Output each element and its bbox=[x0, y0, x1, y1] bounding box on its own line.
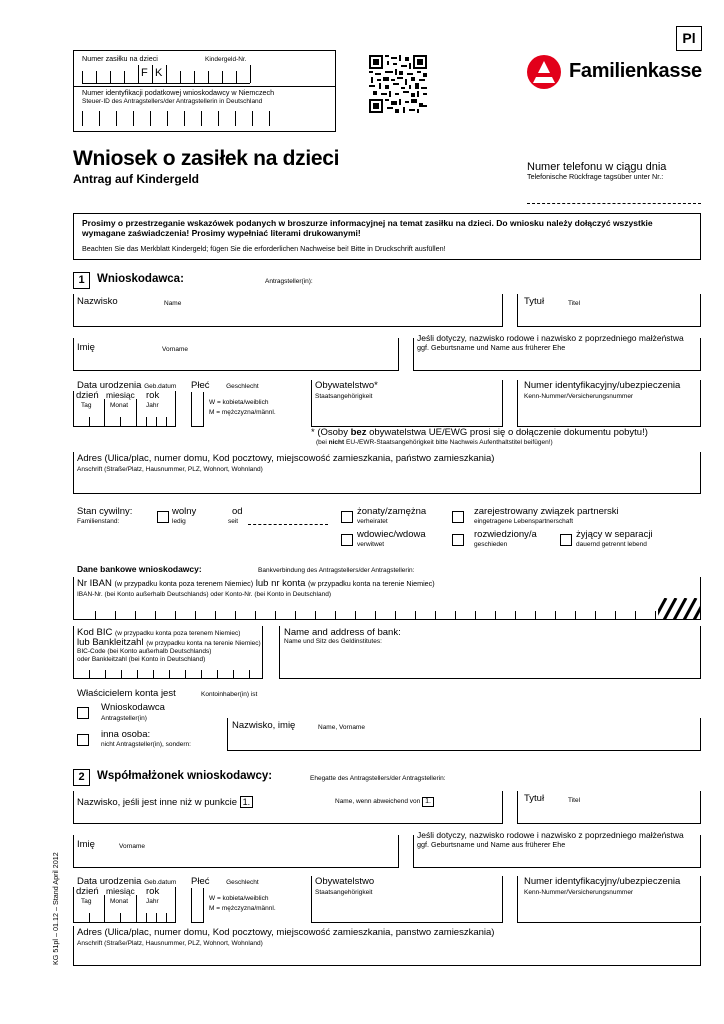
spouse-dob-day-label: dzień bbox=[76, 886, 99, 897]
civil-status-label-de: Familienstand: bbox=[77, 518, 120, 525]
sex-m-label: M = mężczyzna/männl. bbox=[209, 409, 276, 416]
arbeitsagentur-logo-icon bbox=[526, 55, 562, 89]
owner-name-label: Nazwisko, imię bbox=[232, 720, 296, 731]
dob-month-label-de: Monat bbox=[110, 402, 129, 409]
address-label: Adres (Ulica/plac, numer domu, Kod pocztowy, miejscowość zamieszkania, państwo zamieszkania) bbox=[77, 453, 495, 464]
civil-married-label: żonaty/zamężna bbox=[357, 506, 427, 517]
spouse-nationality-field[interactable] bbox=[311, 876, 503, 923]
owner-other-label-de: nicht Antragsteller(in), sondern: bbox=[101, 741, 191, 748]
dob-year-label-de: Jahr bbox=[146, 402, 159, 409]
spouse-titel-label: Tytuł bbox=[524, 793, 545, 804]
nationality-label-de: Staatsangehörigkeit bbox=[315, 393, 373, 400]
id-number-label: Numer identyfikacyjny/ubezpieczenia bbox=[524, 380, 681, 391]
iban-ticks bbox=[73, 611, 701, 620]
civil-partnership-label-de: eingetragene Lebenspartnerschaft bbox=[474, 518, 574, 525]
kg-number-field[interactable] bbox=[82, 65, 250, 83]
bic-label-de-2: oder Bankleitzahl (bei Konto in Deutschland) bbox=[77, 656, 206, 663]
owner-name-field[interactable] bbox=[227, 718, 701, 751]
footnote-residence: * (Osoby bez obywatelstwa UE/EWG prosi się o dołączenie dokumentu pobytu!) bbox=[311, 427, 648, 438]
account-owner-label-de: Kontoinhaber(in) ist bbox=[201, 691, 258, 698]
spouse-first-name-label: Imię bbox=[77, 839, 95, 850]
spouse-sex-label: Płeć Geschlecht bbox=[191, 876, 259, 887]
civil-separated-label-de: dauernd getrennt lebend bbox=[576, 541, 647, 548]
spouse-address-label-de: Anschrift (Straße/Platz, Hausnummer, PLZ, Wohnort, Wohnland) bbox=[77, 940, 263, 947]
civil-married-checkbox[interactable] bbox=[341, 511, 353, 523]
bank-name-label: Name and address of bank: bbox=[284, 627, 401, 638]
dob-label: Data urodzenia Geb.datum bbox=[77, 380, 177, 391]
spouse-dob-year-label-de: Jahr bbox=[146, 898, 159, 905]
account-owner-label: Właścicielem konta jest bbox=[77, 688, 176, 699]
logo-text: Familienkasse bbox=[569, 60, 702, 82]
owner-applicant-checkbox[interactable] bbox=[77, 707, 89, 719]
spouse-dob-month-label-de: Monat bbox=[110, 898, 129, 905]
dob-day-label-de: Tag bbox=[81, 402, 92, 409]
bic-label-de: BIC-Code (bei Konto außerhalb Deutschlands) bbox=[77, 648, 212, 655]
spouse-nationality-label-de: Staatsangehörigkeit bbox=[315, 889, 373, 896]
spouse-id-number-field[interactable] bbox=[517, 876, 701, 923]
civil-partnership-checkbox[interactable] bbox=[452, 511, 464, 523]
civil-widowed-checkbox[interactable] bbox=[341, 534, 353, 546]
iban-label: Nr IBAN (w przypadku konta poza terenem Niemiec) lub nr konta (w przypadku konta na terenie Niemiec) bbox=[77, 578, 435, 589]
kg-f-letter: F bbox=[141, 67, 148, 79]
spouse-id-number-label-de: Kenn-Nummer/Versicherungsnummer bbox=[524, 889, 634, 896]
kg-number-label: Numer zasiłku na dzieci bbox=[82, 54, 158, 63]
first-name-label: Imię bbox=[77, 342, 95, 353]
form-code: KG 51pl – 01.12 – Stand April 2012 bbox=[51, 852, 60, 965]
section-1-title: Wnioskodawca: bbox=[97, 273, 184, 285]
spouse-dob-day-label-de: Tag bbox=[81, 898, 92, 905]
tax-id-label: Numer identyfikacji podatkowej wnioskodawcy w Niemczech bbox=[82, 88, 275, 97]
sex-field[interactable] bbox=[191, 392, 204, 427]
tax-id-field[interactable] bbox=[82, 107, 290, 126]
owner-other-checkbox[interactable] bbox=[77, 734, 89, 746]
spouse-titel-field[interactable] bbox=[517, 791, 701, 824]
civil-single-label: wolny bbox=[172, 506, 197, 517]
section-2-number: 2 bbox=[73, 769, 90, 786]
civil-divorced-label: rozwiedziony/a bbox=[474, 529, 537, 540]
owner-applicant-label-de: Antragsteller(in) bbox=[101, 715, 147, 722]
spouse-titel-label-de: Titel bbox=[568, 797, 581, 804]
spouse-sex-w-label: W = kobieta/weiblich bbox=[209, 895, 269, 902]
notice-text-de: Beachten Sie das Merkblatt Kindergeld; fügen Sie die erforderlichen Nachweise bei! Bitte in Druckschrift ausfüllen! bbox=[82, 244, 446, 253]
spouse-birth-name-label-de: ggf. Geburtsname und Name aus früherer Ehe bbox=[417, 840, 566, 849]
bic-label: Kod BIC (w przypadku konta poza terenem Niemiec) bbox=[77, 627, 241, 638]
spouse-address-label: Adres (Ulica/plac, numer domu, Kod pocztowy, miejscowość zamieszkania, panstwo zamieszkania) bbox=[77, 927, 495, 938]
phone-field[interactable] bbox=[527, 186, 701, 204]
bank-title-de: Bankverbindung des Antragstellers/der Antragstellerin: bbox=[258, 567, 415, 574]
bic-label-2: lub Bankleitzahl (w przypadku konta na terenie Niemiec) bbox=[77, 637, 261, 648]
since-date-field[interactable] bbox=[248, 517, 328, 525]
spouse-dob-label: Data urodzenia Geb.datum bbox=[77, 876, 177, 887]
spouse-sex-field[interactable] bbox=[191, 888, 204, 923]
form-title: Wniosek o zasiłek na dzieci bbox=[73, 147, 340, 170]
notice-text: Prosimy o przestrzeganie wskazówek podanych w broszurze informacyjnej na temat zasiłku na dzieci. Do wniosku należy dołączyć wszystkie wymagane zaświadczenia! Prosimy wypełniać literami drukowanymi! bbox=[82, 218, 653, 238]
phone-label-de: Telefonische Rückfrage tagsüber unter Nr.: bbox=[527, 172, 664, 181]
spouse-birth-name-label: Jeśli dotyczy, nazwisko rodowe i nazwisko z poprzedniego małżeństwa bbox=[417, 830, 684, 840]
dob-month-label: miesiąc bbox=[106, 390, 135, 400]
first-name-field[interactable] bbox=[73, 338, 399, 371]
section-2-title: Współmałżonek wnioskodawcy: bbox=[97, 770, 273, 782]
titel-field[interactable] bbox=[517, 294, 701, 327]
spouse-dob-month-label: miesiąc bbox=[106, 886, 135, 896]
civil-status-label: Stan cywilny: bbox=[77, 506, 133, 517]
language-badge: Pl bbox=[676, 26, 702, 51]
civil-partnership-label: zarejestrowany związek partnerski bbox=[474, 506, 619, 517]
civil-separated-label: żyjący w separacji bbox=[576, 529, 653, 540]
name-label: Nazwisko bbox=[77, 296, 118, 307]
spouse-id-number-label: Numer identyfikacyjny/ubezpieczenia bbox=[524, 876, 681, 887]
kg-k-letter: K bbox=[155, 67, 163, 79]
owner-other-label: inna osoba: bbox=[101, 729, 151, 740]
dob-day-label: dzień bbox=[76, 390, 99, 401]
id-number-field[interactable] bbox=[517, 380, 701, 427]
civil-divorced-label-de: geschieden bbox=[474, 541, 508, 548]
civil-widowed-label-de: verwitwet bbox=[357, 541, 385, 548]
spouse-sex-m-label: M = mężczyzna/männl. bbox=[209, 905, 276, 912]
kg-number-label-de: Kindergeld-Nr. bbox=[205, 56, 247, 63]
nationality-label: Obywatelstwo* bbox=[315, 380, 378, 391]
qr-code-icon bbox=[369, 55, 427, 113]
sex-label: Płeć Geschlecht bbox=[191, 380, 259, 391]
birth-name-label-de: ggf. Geburtsname und Name aus früherer Ehe bbox=[417, 343, 566, 352]
since-label-de: seit bbox=[228, 518, 239, 525]
form-subtitle: Antrag auf Kindergeld bbox=[73, 172, 200, 186]
spouse-first-name-field[interactable] bbox=[73, 835, 399, 868]
section-1-title-de: Antragsteller(in): bbox=[265, 278, 313, 285]
id-number-label-de: Kenn-Nummer/Versicherungsnummer bbox=[524, 393, 634, 400]
phone-label: Numer telefonu w ciągu dnia bbox=[527, 161, 667, 173]
spouse-dob-year-label: rok bbox=[146, 886, 160, 897]
tax-id-label-de: Steuer-ID des Antragstellers/der Antragstellerin in Deutschland bbox=[82, 98, 263, 105]
sex-w-label: W = kobieta/weiblich bbox=[209, 399, 269, 406]
civil-widowed-label: wdowiec/wdowa bbox=[357, 529, 426, 540]
familienkasse-logo bbox=[526, 55, 706, 89]
titel-label: Tytuł bbox=[524, 296, 545, 307]
section-1-number: 1 bbox=[73, 272, 90, 289]
first-name-label-de: Vorname bbox=[162, 346, 189, 353]
bank-title: Dane bankowe wnioskodawcy: bbox=[77, 564, 202, 574]
titel-label-de: Titel bbox=[568, 300, 581, 307]
iban-label-de: IBAN-Nr. (bei Konto außerhalb Deutschlands) oder Konto-Nr. (bei Konto in Deutschland) bbox=[77, 591, 331, 598]
owner-name-label-de: Name, Vorname bbox=[318, 724, 365, 731]
section-2-title-de: Ehegatte des Antragstellers/der Antragstellerin: bbox=[310, 775, 446, 782]
bank-name-label-de: Name und Sitz des Geldinstitutes: bbox=[284, 638, 382, 645]
civil-divorced-checkbox[interactable] bbox=[452, 534, 464, 546]
iban-hatch-icon bbox=[658, 598, 701, 620]
name-label-de: Name bbox=[164, 300, 182, 307]
civil-single-checkbox[interactable] bbox=[157, 511, 169, 523]
dob-year-label: rok bbox=[146, 390, 160, 401]
spouse-first-name-label-de: Vorname bbox=[119, 843, 146, 850]
civil-married-label-de: verheiratet bbox=[357, 518, 388, 525]
spouse-nationality-label: Obywatelstwo bbox=[315, 876, 375, 887]
address-label-de: Anschrift (Straße/Platz, Hausnummer, PLZ, Wohnort, Wohnland) bbox=[77, 466, 263, 473]
civil-single-label-de: ledig bbox=[172, 518, 186, 525]
spouse-name-label-de: Name, wenn abweichend von 1. bbox=[335, 797, 434, 807]
owner-applicant-label: Wnioskodawca bbox=[101, 702, 165, 713]
footnote-residence-de: (bei nicht EU-/EWR-Staatsangehörigkeit bitte Nachweis Aufenthaltstitel beifügen!) bbox=[316, 439, 553, 446]
since-label: od bbox=[232, 506, 243, 517]
nationality-field[interactable] bbox=[311, 380, 503, 427]
birth-name-label: Jeśli dotyczy, nazwisko rodowe i nazwisko z poprzedniego małżeństwa bbox=[417, 333, 684, 343]
civil-separated-checkbox[interactable] bbox=[560, 534, 572, 546]
name-field[interactable] bbox=[73, 294, 503, 327]
bic-ticks bbox=[73, 670, 263, 679]
spouse-name-label: Nazwisko, jeśli jest inne niż w punkcie 1. bbox=[77, 796, 253, 809]
